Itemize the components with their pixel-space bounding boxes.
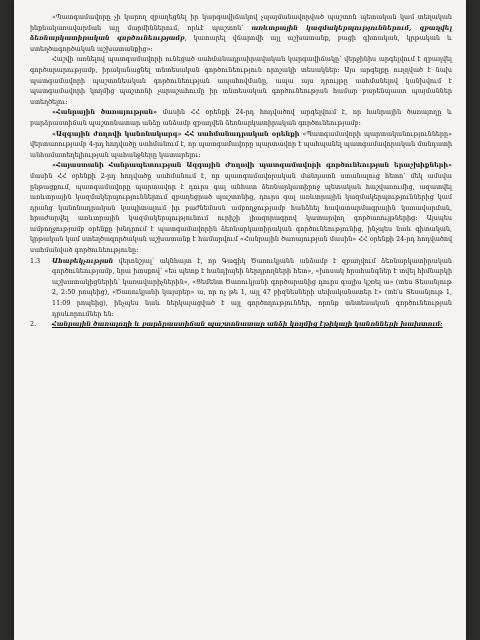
quote-text-start: «Պատգամավորը չի կարող զբաղեցնել իր կարգավիճակով չպայմանավորված պաշտոն պետական կամ տեղական ինքնակառավարման այլ մարմիններում, որևէ պաշտոն՝: [30, 13, 452, 32]
paragraph-analysis: Հաշվի առնելով պատգամավորի ունեցած սահմանադրաիրավական կարգավիճակը՝ վերջինիս արգելվում է զբաղվել գործարարությամբ, իրականացնել տնտեսական գործունեություն որոշակի տեսակներ: Այս արգելքը ուղղված է նախ պատգամավորի պաշտոնեական գործունեության ապահովմանը, ապա այս դրույթը սահմանելով կանխվում է պատգամավորի կողմից պաշտոնի չարաշահումը իր տնտեսական գործունեության համար բարենպաստ պայմաններ ստեղծելու:: [30, 55, 452, 106]
paragraph-quote: [30, 12, 452, 54]
paragraph-text: «Պատգամավորի պարտականությունները» վերտառությամբ 4-րդ հոդվածը սահմանում է, որ պատգամավորը պարտավոր է պահպանել պատգամավորական մանդատի անհամատեղելիության պահանջները կատարելու:: [30, 129, 453, 159]
item-body: [52, 256, 452, 320]
item-number: 1.3: [30, 256, 41, 265]
item-text: վերոնշյալ՝ ակնհայտ է, որ Գագիկ Ծառուկյանն անձամբ է զբաղվում ձեռնարկատիրական գործունեությամբ, նրա խոսքով՝ «ես պետք է հանդիպեի ներդրողների հետ», «խոսակ հրահանգներ է տվել հիմնարկի աշխատակիցներին՝ կառավարիչներին», «Ցեմենտ Ծառուկյանի գործարանից դուրս գալիս կշռել ա» (տես Տեսանյութ 2, 2:50 րոպեից), «Ծառուկյանի կայսրեր» ա, որ ոչ թե 1, այլ 47 բիզնեսների սեփականատեր է» (տե՛ս Տեսանյութ 1, 11:09 րոպեից), ինչպես նաև ներկայացված է այլ գործողություններ, որոնք տնտեսական գործունեության դրսևորումներ են:: [52, 256, 452, 318]
numbered-item-2: [30, 319, 452, 330]
section-heading: Հանրային ծառայողի և բարձրաստիճան պաշտոնատար անձի կողմից էթիկայի կանոնների խախտում:: [52, 320, 443, 329]
paragraph-deputy-guarantees-law: [30, 160, 452, 255]
numbered-item-1-3: [30, 256, 452, 320]
item-number: 2.: [30, 320, 37, 329]
paragraph-rules-of-procedure: [30, 129, 452, 161]
law-title-civil-service: «Հանրային ծառայության»: [52, 108, 158, 117]
quote-text-end: , կատարել վճարովի այլ աշխատանք, բացի գիտական, կրթական և ստեղծագործական աշխատանքից»:: [30, 34, 452, 53]
law-title-rules-of-procedure: «Ազգային ժողովի կանոնակարգ» ՀՀ սահմանադրական օրենքի: [52, 129, 300, 138]
quote-text-emphasis: առևտրային կազմակերպություններում, զբաղվել ձեռնարկատիրական գործունեությամբ: [30, 23, 452, 43]
paragraph-text: մասին ՀՀ օրենքի 24-րդ հոդվածով արգելվում է, որ հանրային ծառայողը և բարձրաստիճան պաշտոնատար անձը անձամբ զբաղվեն ձեռնարկատիրական գործունեությամբ:: [30, 108, 452, 127]
document-text: [30, 12, 452, 330]
law-title-deputy-guarantees: «Հայաստանի Հանրապետության Ազգային Ժողովի պատգամավորի գործունեության երաշխիքների»: [52, 161, 452, 170]
paragraph-text: մասին ՀՀ օրենքի 2-րդ հոդվածը սահմանում է, որ պատգամավորական մանդատն ստանալուց հետո՝ մեկ ամսվա ընթացքում, պատգամավորը պարտավոր է դուրս գալ անհատ ձեռնարկատիրոջ պետական հաշվառումից, ազատվել առևտրային կազմակերպություններում զբաղեցրած պաշտոնից, դուրս գալ առևտրային կազմակերպություններից կամ դրանց կանոնադրական կապիտալում իր բաժնեմասն ամբողջությամբ հանձնել հավատարմագրային կառավարման, հրաժարվել առևտրային կազմակերպությունում ուրիշի լիազորագրով կատարվող գործառույթներից: Այսպես ամբողջությամբ օրենքը խնդրում է պատգամավորին ձեռնարկատիրական գործունեությունից, ինչպես նաև գիտական, կրթական կամ ստեղծագործական աշխատանք է համարվում «Հանրային ծառայության մասին» ՀՀ օրենքի 24-րդ հոդվածով սահմանված գործունեությունը:: [30, 171, 452, 255]
paragraph-civil-service-law: [30, 107, 452, 128]
item-lead-word: Ահաբեկչության: [52, 256, 114, 265]
document-page: [14, 0, 466, 640]
